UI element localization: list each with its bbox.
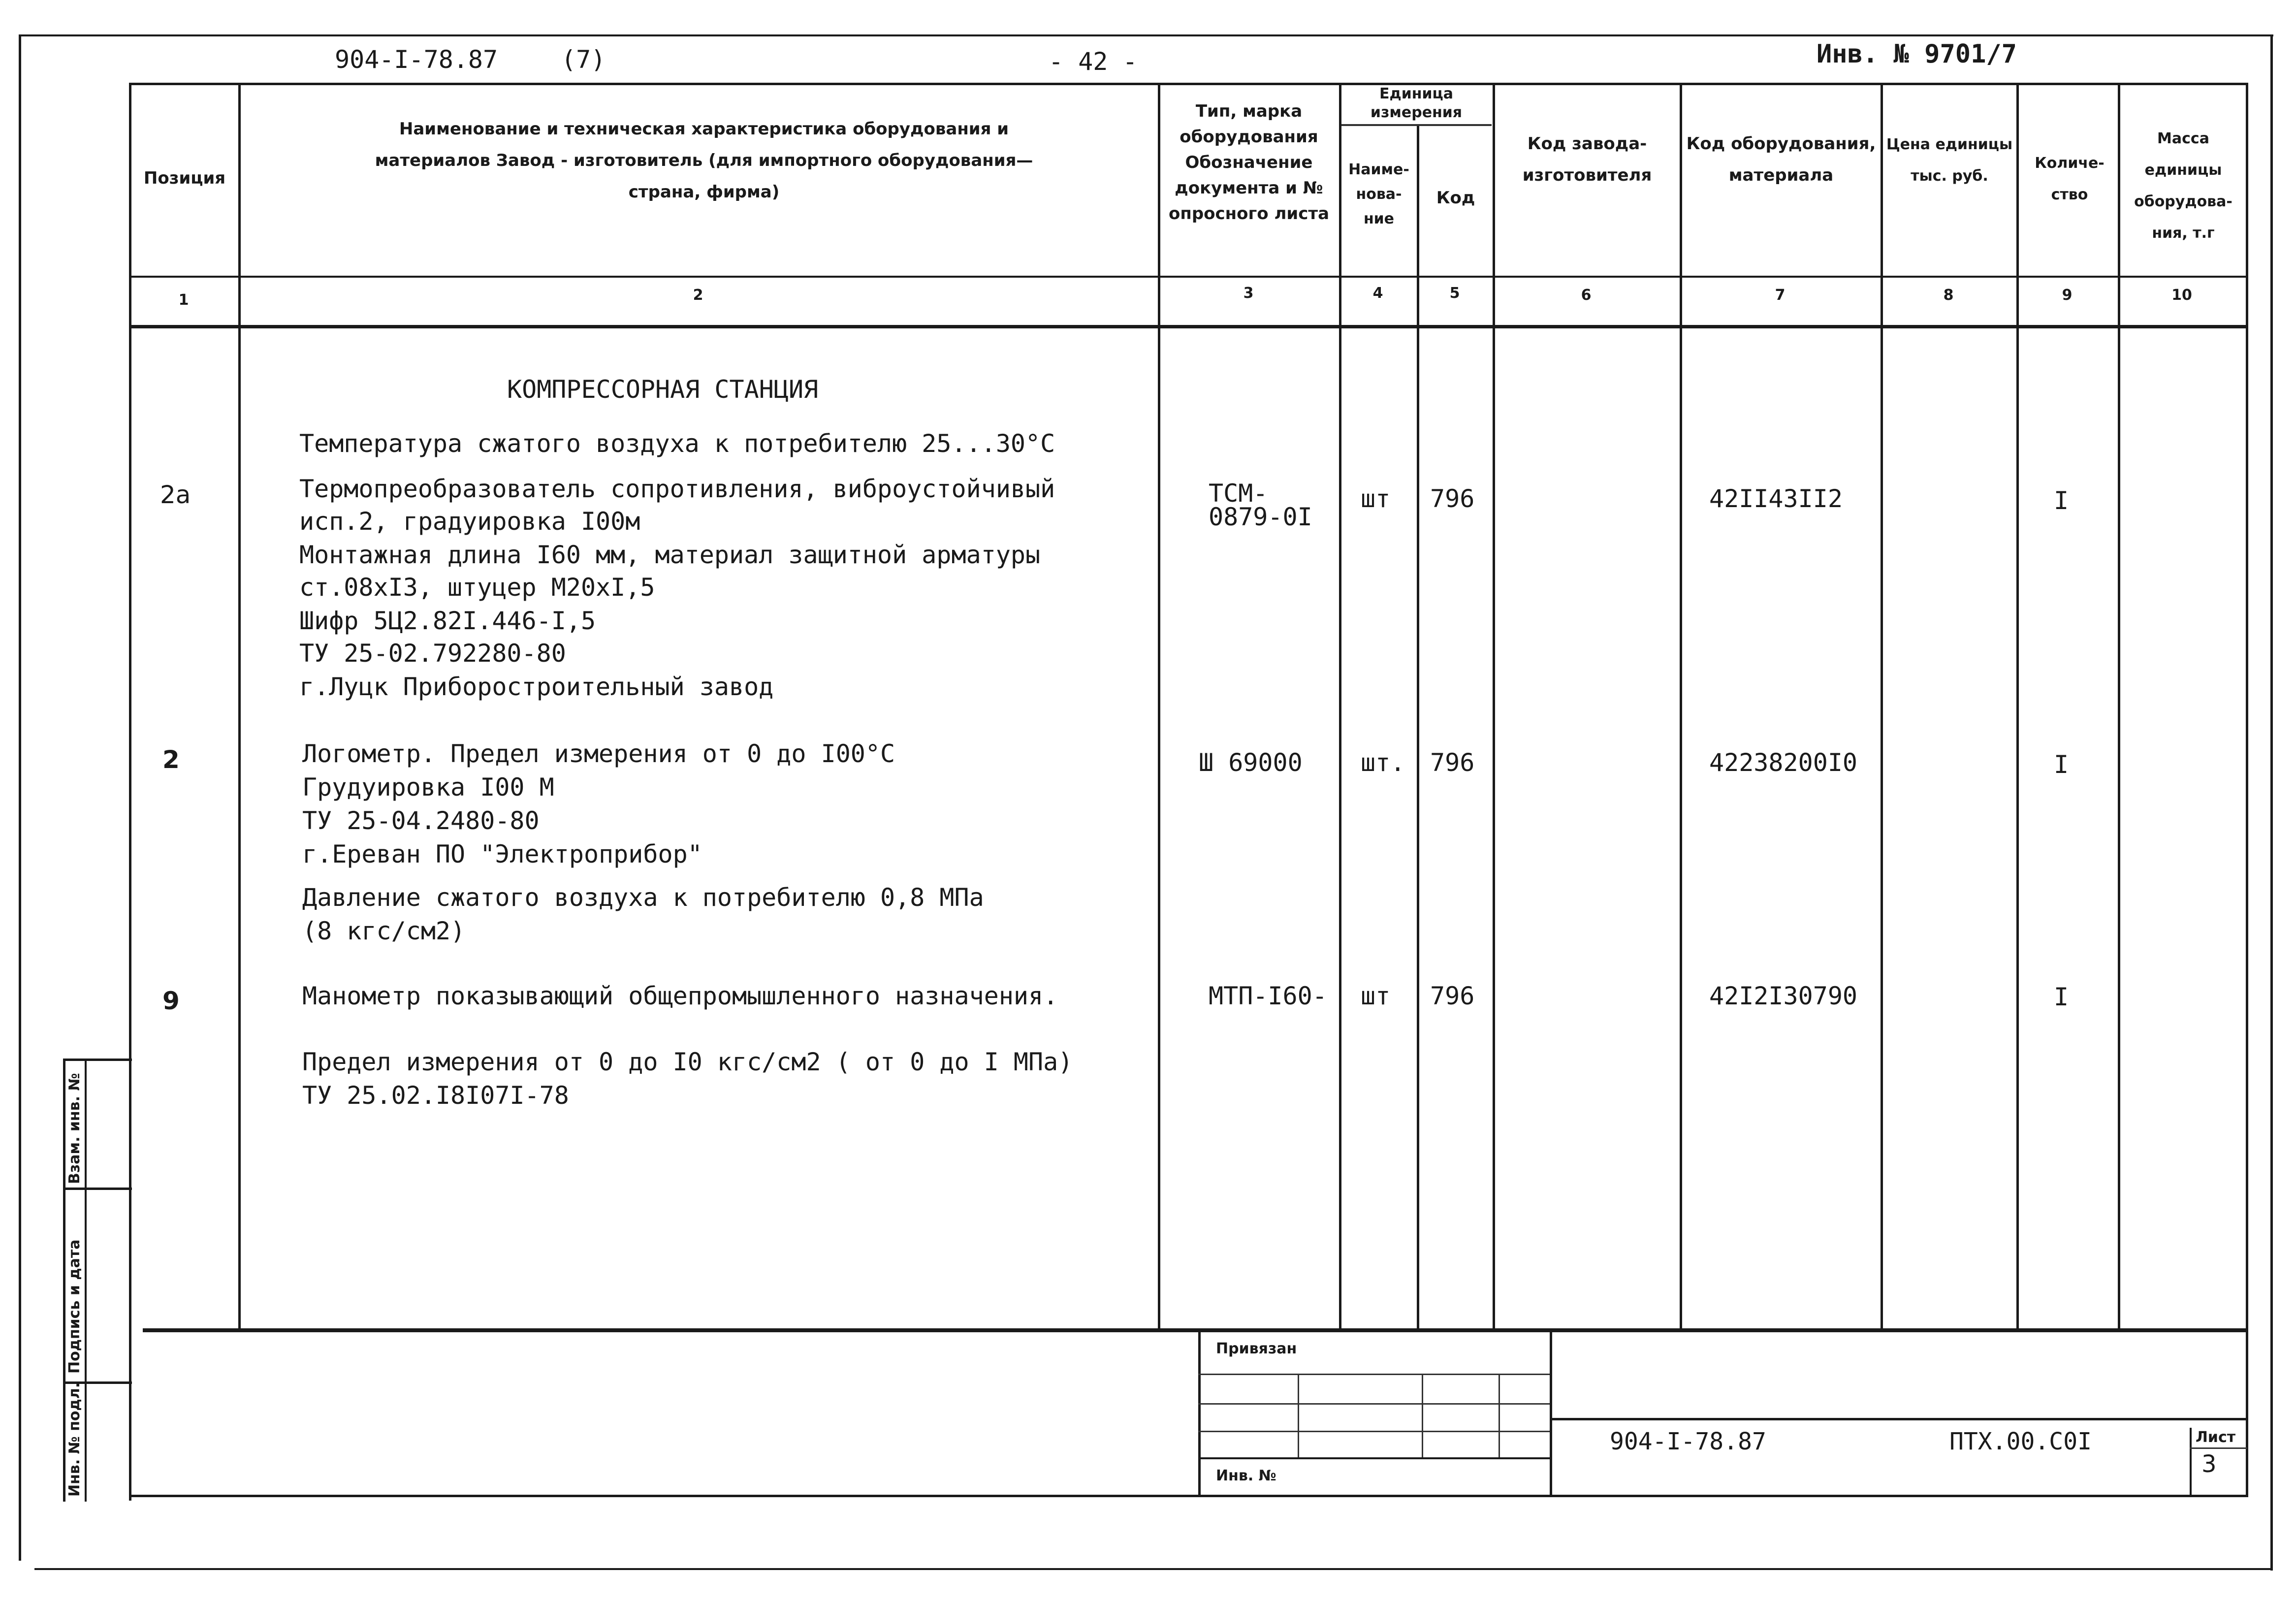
- doc-mark: ПТХ.00.С0I: [1949, 1428, 2092, 1455]
- stamp-sign-date: Подпись и дата: [66, 1239, 83, 1374]
- row-type-mark: ТСМ-: [1209, 479, 1268, 508]
- col-header-type: Тип, марка оборудования Обозначение документа и № опросного листа: [1168, 101, 1330, 224]
- col-num-2: 2: [693, 287, 703, 304]
- col-header-unit-name: Наиме-нова-ние: [1348, 161, 1409, 227]
- col-header-mass: Масса единицы оборудова-ния, т.г: [2134, 130, 2232, 242]
- col-header-factory-code: Код завода-изготовителя: [1522, 134, 1652, 185]
- col-num-4: 4: [1372, 285, 1383, 302]
- col-line-5: [1493, 83, 1495, 1328]
- row-description-line: Грудуировка I00 М: [302, 773, 554, 802]
- title-block-grid: [1198, 1403, 1550, 1405]
- table-bottom-border: [129, 1495, 2248, 1497]
- col-line-6: [1680, 83, 1682, 1328]
- col-line-7: [1881, 83, 1883, 1328]
- row-quantity: I: [2054, 983, 2069, 1011]
- col-header-material-code: Код оборудования, материала: [1686, 134, 1876, 185]
- col-header-position: Позиция: [143, 168, 226, 188]
- row-unit-code: 796: [1430, 484, 1475, 513]
- row-description-line: г.Луцк Приборостроительный завод: [299, 673, 774, 701]
- row-type-mark: МТП-I60-: [1209, 982, 1327, 1010]
- stamp-swap-inv: Взам. инв. №: [66, 1073, 83, 1184]
- outer-frame-left: [19, 34, 21, 1561]
- title-block-grid: [1198, 1431, 1550, 1432]
- pressure-note-units: (8 кгс/см2): [302, 917, 466, 945]
- sheet-box-line: [2190, 1428, 2192, 1496]
- row-unit-name: шт: [1361, 982, 1391, 1010]
- stamp-line: [63, 1188, 132, 1190]
- row-type-mark: Ш 69000: [1199, 748, 1303, 777]
- row-description-line: Монтажная длина I60 мм, материал защитной арматуры: [299, 541, 1041, 569]
- row-quantity: I: [2054, 750, 2069, 779]
- header-num-separator: [129, 276, 2246, 278]
- row-description-line: ст.08хI3, штуцер М20хI,5: [299, 573, 655, 602]
- col-line-1: [238, 83, 241, 1328]
- row-type-mark: 0879-0I: [1209, 503, 1312, 531]
- row-description-line: Шифр 5Ц2.82I.446-I,5: [299, 607, 596, 635]
- row-description-line: г.Ереван ПО "Электроприбор": [302, 840, 702, 868]
- col-line-8: [2016, 83, 2019, 1328]
- title-block-grid: [1422, 1374, 1423, 1457]
- outer-frame-top: [19, 34, 2273, 36]
- col-line-2: [1158, 83, 1160, 1328]
- col-num-9: 9: [2062, 287, 2073, 304]
- pressure-note: Давление сжатого воздуха к потребителю 0,8 МПа: [302, 883, 984, 912]
- col-num-3: 3: [1243, 285, 1254, 302]
- row-unit-name: шт: [1361, 484, 1391, 513]
- row-position: 9: [162, 987, 180, 1015]
- col-line-4: [1417, 126, 1419, 1328]
- row-quantity: I: [2054, 486, 2069, 515]
- row-position: 2: [162, 745, 180, 774]
- row-unit-code: 796: [1430, 982, 1475, 1010]
- row-material-code: 42I2I30790: [1709, 982, 1858, 1010]
- col-num-1: 1: [178, 291, 189, 309]
- table-top-border: [129, 83, 2246, 85]
- col-header-price: Цена единицы тыс. руб.: [1886, 136, 2013, 185]
- section-number: (7): [561, 45, 606, 74]
- sheet-number: 3: [2201, 1450, 2217, 1478]
- stamp-strip-inner: [85, 1059, 87, 1502]
- title-block-grid: [1198, 1374, 1550, 1375]
- row-material-code: 42II43II2: [1709, 484, 1843, 513]
- row-unit-name: шт.: [1361, 748, 1405, 777]
- row-description-line: исп.2, градуировка I00м: [299, 507, 640, 536]
- col-num-7: 7: [1775, 287, 1786, 304]
- sheet-label: Лист: [2196, 1429, 2236, 1446]
- inventory-number: Инв. № 9701/7: [1817, 39, 2017, 69]
- col-header-quantity: Количе-ство: [2035, 155, 2105, 203]
- title-block-grid: [1198, 1457, 1550, 1459]
- unit-group-separator: [1339, 124, 1492, 126]
- project-code: 904-I-78.87: [335, 45, 498, 74]
- attached-label: Привязан: [1216, 1340, 1297, 1357]
- outer-frame-right: [2270, 34, 2273, 1571]
- col-num-8: 8: [1943, 287, 1954, 304]
- title-block-divider-right: [1550, 1328, 1552, 1496]
- temperature-note: Температура сжатого воздуха к потребителю 25...30°С: [299, 429, 1055, 458]
- col-header-unit-group: Единица измерения: [1370, 85, 1463, 121]
- row-description-line: Термопреобразователь сопротивления, виброустойчивый: [299, 475, 1055, 503]
- col-num-10: 10: [2171, 287, 2192, 304]
- title-block-mid: [1550, 1418, 2247, 1420]
- stamp-strip-outer: [63, 1059, 65, 1502]
- header-bottom-separator: [129, 325, 2246, 328]
- col-line-9: [2118, 83, 2120, 1328]
- row-description-line: ТУ 25.02.I8I07I-78: [302, 1081, 569, 1110]
- col-line-3: [1339, 83, 1341, 1328]
- row-description-line: Манометр показывающий общепромышленного назначения.: [302, 982, 1058, 1010]
- stamp-line: [63, 1059, 132, 1061]
- col-num-5: 5: [1449, 285, 1460, 302]
- stamp-inv-orig: Инв. № подл.: [66, 1382, 83, 1497]
- title-block-divider-left: [1198, 1328, 1201, 1496]
- inv-label: Инв. №: [1216, 1467, 1276, 1484]
- sheet-box-line: [2190, 1447, 2247, 1449]
- col-num-6: 6: [1581, 287, 1592, 304]
- row-description-line: ТУ 25-04.2480-80: [302, 806, 540, 835]
- row-description-line: Предел измерения от 0 до I0 кгс/см2 ( от 0 до I МПа): [302, 1048, 1073, 1076]
- title-block-grid: [1499, 1374, 1500, 1457]
- title-block-top: [143, 1328, 2247, 1332]
- outer-frame-bottom: [34, 1568, 2272, 1570]
- page-number: - 42 -: [1049, 47, 1138, 76]
- table-right-border: [2246, 83, 2248, 1496]
- title-block-grid: [1298, 1374, 1299, 1457]
- row-description-line: ТУ 25-02.792280-80: [299, 639, 566, 668]
- section-title: КОМПРЕССОРНАЯ СТАНЦИЯ: [507, 375, 819, 404]
- row-description-line: Логометр. Предел измерения от 0 до I00°С: [302, 739, 895, 768]
- row-position: 2а: [160, 481, 191, 509]
- col-header-name: Наименование и техническая характеристика оборудования и материалов Завод - изготовитель (для импортного оборудования— страна, фирма): [375, 119, 1033, 202]
- row-material-code: 42238200I0: [1709, 748, 1858, 777]
- row-unit-code: 796: [1430, 748, 1475, 777]
- col-header-unit-code: Код: [1436, 188, 1475, 208]
- doc-code: 904-I-78.87: [1610, 1428, 1766, 1455]
